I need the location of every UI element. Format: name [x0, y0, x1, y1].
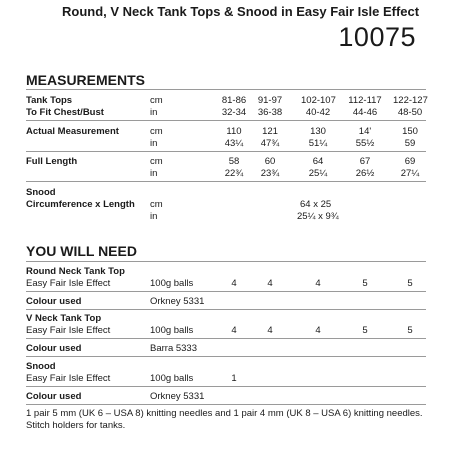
length-cm-cell: 60	[264, 156, 276, 167]
you-will-need-heading: YOU WILL NEED	[26, 243, 137, 259]
tank-tops-in-cell: 32-34	[221, 107, 247, 118]
actual-cm-cell: 150	[402, 126, 418, 137]
tank-tops-in-cell: 44-46	[352, 107, 378, 118]
divider	[26, 261, 426, 262]
full-length-label: Full Length	[26, 156, 78, 167]
divider	[26, 151, 426, 152]
unit-in: in	[150, 168, 158, 179]
divider	[26, 404, 426, 405]
snood-colour-value: Orkney 5331	[150, 391, 205, 402]
unit-cm: cm	[150, 126, 163, 137]
vneck-colour-label: Colour used	[26, 343, 82, 354]
tank-tops-cm-cell: 81-86	[221, 95, 247, 106]
round-qty-cell: 5	[362, 278, 368, 289]
round-neck-title: Round Neck Tank Top	[26, 266, 125, 277]
actual-cm-cell: 14'	[358, 126, 372, 137]
measurements-heading: MEASUREMENTS	[26, 72, 146, 88]
round-qty-cell: 4	[231, 278, 237, 289]
vneck-colour-value: Barra 5333	[150, 343, 198, 354]
vneck-qty-cell: 5	[407, 325, 413, 336]
actual-in-cell: 43¼	[224, 138, 244, 149]
pattern-title: Round, V Neck Tank Tops & Snood in Easy Fair Isle Effect	[62, 4, 420, 19]
length-cm-cell: 69	[404, 156, 416, 167]
snood-cm-value: 64 x 25	[300, 199, 332, 210]
length-cm-cell: 67	[359, 156, 371, 167]
length-cm-cell: 58	[228, 156, 240, 167]
snood-label: Snood	[26, 187, 56, 198]
length-in-cell: 22¾	[224, 168, 244, 179]
snood-dims-label: Circumference x Length	[26, 199, 135, 210]
tank-tops-cm-cell: 102-107	[301, 95, 336, 106]
unit-cm: cm	[150, 199, 163, 210]
tank-tops-label: Tank Tops	[26, 95, 73, 106]
divider	[26, 291, 426, 292]
unit-cm: cm	[150, 95, 163, 106]
divider	[26, 89, 426, 90]
actual-in-cell: 55½	[355, 138, 375, 149]
snood-yarn: Easy Fair Isle Effect	[26, 373, 111, 384]
round-neck-yarn: Easy Fair Isle Effect	[26, 278, 111, 289]
divider	[26, 309, 426, 310]
needles-note: 1 pair 5 mm (UK 6 – USA 8) knitting needles and 1 pair 4 mm (UK 8 – USA 6) knitting needles. Stitch holders for tanks.	[26, 408, 423, 431]
snood-unit: 100g balls	[150, 373, 194, 384]
snood-in-value: 25¼ x 9¾	[297, 211, 339, 222]
snood-qty: 1	[231, 373, 237, 384]
length-cm-cell: 64	[312, 156, 324, 167]
unit-cm: cm	[150, 156, 163, 167]
round-colour-value: Orkney 5331	[150, 296, 205, 307]
tank-tops-cm-cell: 122-127	[393, 95, 428, 106]
snood-title: Snood	[26, 361, 56, 372]
actual-cm-cell: 121	[262, 126, 278, 137]
actual-in-cell: 47¾	[260, 138, 280, 149]
round-qty-cell: 4	[315, 278, 321, 289]
actual-cm-cell: 130	[310, 126, 326, 137]
unit-in: in	[150, 107, 158, 118]
length-in-cell: 27¼	[400, 168, 420, 179]
length-in-cell: 23¾	[260, 168, 280, 179]
snood-colour-label: Colour used	[26, 391, 82, 402]
round-qty-cell: 4	[267, 278, 273, 289]
length-in-cell: 26½	[355, 168, 375, 179]
tank-tops-in-cell: 36-38	[257, 107, 283, 118]
divider	[26, 386, 426, 387]
v-neck-title: V Neck Tank Top	[26, 313, 102, 324]
tank-tops-cm-cell: 112-117	[348, 95, 382, 106]
chest-label: To Fit Chest/Bust	[26, 107, 104, 118]
divider	[26, 356, 426, 357]
actual-in-cell: 51¼	[308, 138, 328, 149]
vneck-qty-cell: 4	[315, 325, 321, 336]
vneck-qty-cell: 4	[267, 325, 273, 336]
divider	[26, 338, 426, 339]
tank-tops-in-cell: 48-50	[397, 107, 423, 118]
actual-label: Actual Measurement	[26, 126, 119, 137]
round-colour-label: Colour used	[26, 296, 82, 307]
vneck-qty-cell: 4	[231, 325, 237, 336]
v-neck-yarn: Easy Fair Isle Effect	[26, 325, 111, 336]
actual-in-cell: 59	[404, 138, 416, 149]
divider	[26, 181, 426, 182]
v-neck-unit: 100g balls	[150, 325, 194, 336]
pattern-number: 10075	[338, 22, 416, 52]
round-neck-unit: 100g balls	[150, 278, 194, 289]
length-in-cell: 25¼	[308, 168, 328, 179]
round-qty-cell: 5	[407, 278, 413, 289]
unit-in: in	[150, 138, 158, 149]
unit-in: in	[150, 211, 158, 222]
tank-tops-in-cell: 40-42	[305, 107, 331, 118]
divider	[26, 120, 426, 121]
actual-cm-cell: 110	[226, 126, 242, 137]
vneck-qty-cell: 5	[362, 325, 368, 336]
tank-tops-cm-cell: 91-97	[257, 95, 283, 106]
